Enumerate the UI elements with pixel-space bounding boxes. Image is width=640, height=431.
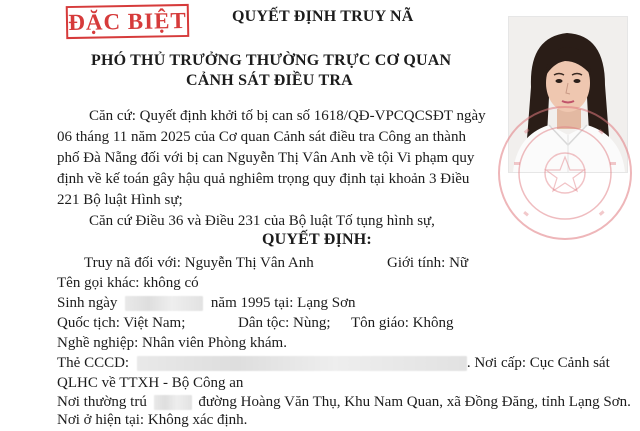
basis-line-2: 06 tháng 11 năm 2025 của Cơ quan Cảnh sát điều tra Công an thành <box>57 129 466 145</box>
dob-place: Lạng Sơn <box>297 295 356 311</box>
ethnicity-row <box>238 313 330 334</box>
alias-row <box>57 273 199 294</box>
basis-line-6: Căn cứ Điều 36 và Điều 231 của Bộ luật Tố tụng hình sự, <box>89 213 435 229</box>
wanted-label: Truy nã đối với: <box>84 255 181 271</box>
religion-label: Tôn giáo: <box>351 315 409 331</box>
basis-line-1: Căn cứ: Quyết định khởi tố bị can số 1618/QĐ-VPCQCSĐT ngày <box>89 108 486 124</box>
id-label: Thẻ CCCD: <box>57 355 130 371</box>
decision-heading: QUYẾT ĐỊNH: <box>262 231 372 248</box>
id-issuer-line-2: QLHC về TTXH - Bộ Công an <box>57 375 244 391</box>
id-issuer-line-1: Cục Cảnh sát <box>529 355 610 371</box>
nationality-label: Quốc tịch: <box>57 315 120 331</box>
nationality-value: Việt Nam; <box>123 315 186 331</box>
dob-row <box>57 293 356 314</box>
authority-line-1: PHÓ THỦ TRƯỞNG THƯỜNG TRỰC CƠ QUAN <box>91 52 452 69</box>
id-redacted <box>137 356 467 371</box>
basis-line-3: phố Đà Nẵng đối với bị can Nguyễn Thị Vân Anh về tội Vi phạm quy <box>57 150 475 166</box>
basis-line-5: 221 Bộ luật Hình sự; <box>57 192 183 208</box>
current-value: Không xác định. <box>147 412 248 428</box>
gender-label: Giới tính: <box>387 255 446 271</box>
alias-label: Tên gọi khác: <box>57 275 140 291</box>
ethnicity-value: Nùng; <box>292 315 331 331</box>
ethnicity-label: Dân tộc: <box>238 315 290 331</box>
suspect-portrait <box>508 16 628 173</box>
current-label: Nơi ở hiện tại: <box>57 412 145 428</box>
current-residence-row <box>57 410 247 431</box>
authority-line-2: CẢNH SÁT ĐIỀU TRA <box>186 72 353 89</box>
wanted-name: Nguyễn Thị Vân Anh <box>184 255 314 271</box>
id-row <box>57 353 610 374</box>
portrait-image-icon <box>509 17 627 172</box>
id-issuer-prefix: . Nơi cấp: <box>466 355 527 371</box>
gender-row <box>387 253 468 274</box>
wanted-row <box>84 253 314 274</box>
stamp-label: ĐẶC BIỆT <box>68 7 187 35</box>
religion-row <box>351 313 454 334</box>
gender-value: Nữ <box>449 255 469 271</box>
residence-value: đường Hoàng Văn Thụ, Khu Nam Quan, xã Đồng Đăng, tỉnh Lạng Sơn. <box>198 394 631 410</box>
dob-label: Sinh ngày <box>57 295 118 311</box>
dob-year: năm 1995 tại: <box>210 295 294 311</box>
occupation-row <box>57 333 287 354</box>
occupation-value: Nhân viên Phòng khám. <box>141 335 287 351</box>
residence-label: Nơi thường trú <box>57 394 147 410</box>
nationality-row <box>57 313 185 334</box>
residence-redacted <box>154 395 192 410</box>
basis-line-4: định về kế toán gây hậu quả nghiêm trọng quy định tại khoản 3 Điều <box>57 171 470 187</box>
notice-title: QUYẾT ĐỊNH TRUY NÃ <box>232 8 414 25</box>
alias-value: không có <box>143 275 199 291</box>
religion-value: Không <box>412 315 454 331</box>
special-stamp <box>66 4 190 39</box>
occupation-label: Nghề nghiệp: <box>57 335 139 351</box>
dob-redacted <box>125 296 203 311</box>
